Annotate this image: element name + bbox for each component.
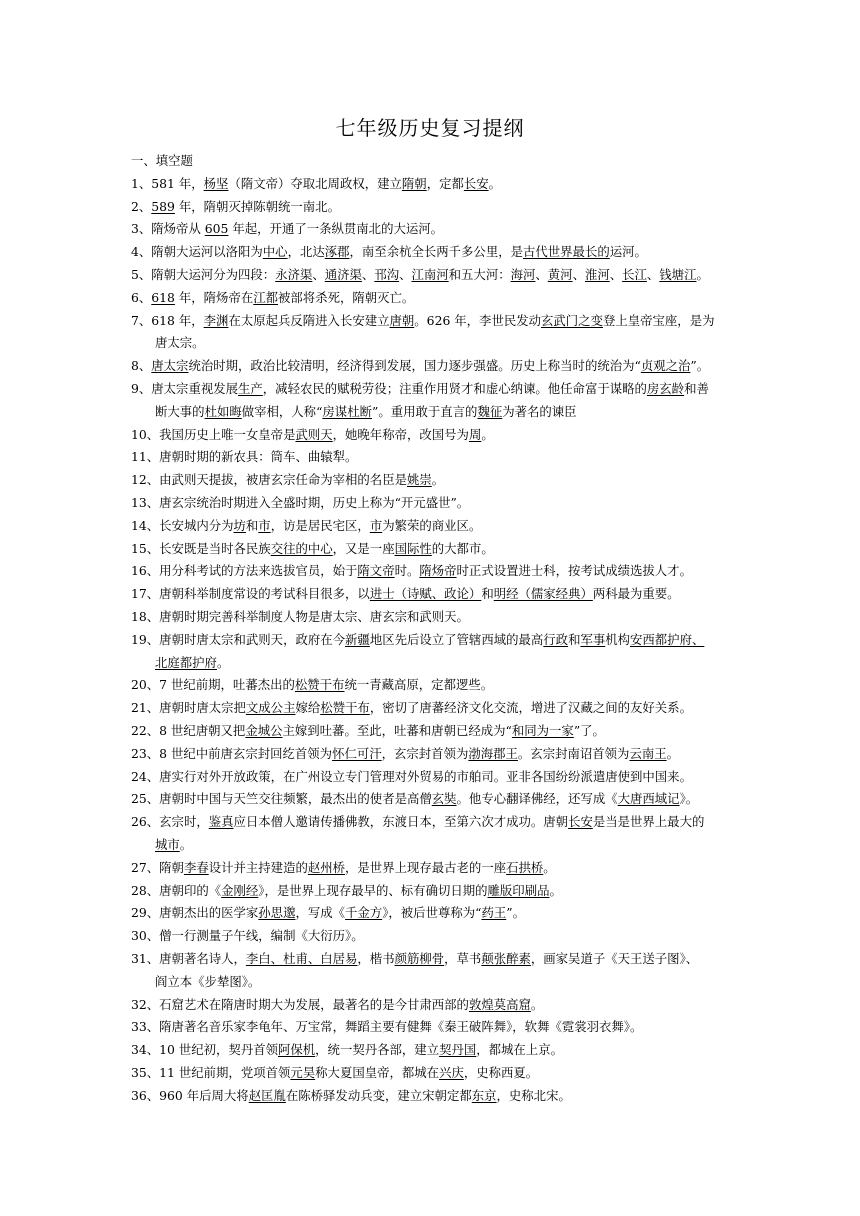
outline-line bbox=[131, 538, 831, 561]
answer-underlined: 房玄龄 bbox=[646, 381, 685, 396]
text-segment: 12、由武则天提拔，被唐玄宗任命为宰相的名臣是 bbox=[131, 472, 407, 488]
text-segment: ，史称西夏。 bbox=[463, 1065, 539, 1080]
answer-underlined: 金城公 bbox=[245, 723, 283, 738]
outline-line bbox=[131, 743, 831, 766]
outline-line bbox=[155, 332, 831, 355]
text-segment: 34、10 世纪初，契丹首领 bbox=[131, 1042, 278, 1058]
text-segment: 和善 bbox=[684, 381, 709, 396]
text-segment: 15、长安既是当时各民族 bbox=[131, 540, 271, 556]
text-segment: 。他专心翻译佛经，还写成《 bbox=[456, 791, 618, 807]
text-segment: 、 bbox=[535, 267, 548, 282]
answer-underlined: 李春 bbox=[183, 859, 209, 875]
answer-underlined: 大唐西域记 bbox=[617, 791, 680, 807]
answer-underlined: 李白、杜甫、白居易 bbox=[245, 951, 358, 966]
text-segment: 。玄宗封南诏首领为 bbox=[517, 745, 630, 761]
text-segment: 9、唐太宗重视发展 bbox=[131, 381, 239, 396]
text-segment: ，又是一座 bbox=[332, 540, 395, 556]
text-segment: 。 bbox=[543, 859, 556, 875]
text-segment: 28、唐朝印的《 bbox=[131, 882, 222, 898]
text-segment: 时。 bbox=[394, 563, 420, 579]
text-segment: 32、石窟艺术在隋唐时期大为发展，最著名的是今甘肃西部的 bbox=[131, 996, 469, 1012]
outline-line bbox=[155, 971, 831, 994]
text-segment: 和 bbox=[481, 586, 494, 602]
text-segment: ，楷书 bbox=[357, 951, 395, 966]
text-segment: 做宰相，人称“ bbox=[241, 403, 323, 419]
text-segment: 被部将杀死，隋朝灭亡。 bbox=[278, 289, 415, 305]
text-segment: 8、 bbox=[131, 358, 152, 374]
text-segment: ，画家吴道子《天王送子图》、 bbox=[530, 951, 699, 966]
text-segment: 、 bbox=[609, 267, 623, 282]
text-segment: 。 bbox=[530, 996, 544, 1012]
answer-underlined: 国际性 bbox=[394, 540, 432, 556]
text-segment: 36、960 年后周大将 bbox=[131, 1087, 249, 1103]
answer-underlined: 市 bbox=[258, 517, 271, 533]
answer-underlined: 渤海郡王 bbox=[468, 745, 518, 761]
text-segment: 。 bbox=[488, 175, 502, 191]
answer-underlined: 孙思邈 bbox=[258, 905, 296, 921]
text-segment: 25、唐朝时中国与天竺交往频繁，最杰出的使者是高僧 bbox=[131, 791, 432, 807]
answer-underlined: 贞观之治 bbox=[640, 358, 691, 374]
text-segment: 年，隋朝灭掉陈朝统一南北。 bbox=[174, 198, 340, 214]
text-segment: 19、唐朝时唐太宗和武则天，政府在今 bbox=[131, 631, 346, 647]
answer-underlined: 隋朝 bbox=[401, 175, 427, 191]
outline-line bbox=[131, 492, 831, 515]
answer-underlined: 589 bbox=[151, 198, 175, 214]
outline-line bbox=[131, 880, 831, 903]
answer-underlined: 松赞干布 bbox=[294, 677, 345, 693]
text-segment: 在太原起兵反隋进入长安建立 bbox=[228, 312, 390, 328]
outline-line bbox=[131, 287, 831, 310]
text-segment: 1、581 年， bbox=[131, 175, 204, 191]
text-segment: 一、填空题 bbox=[131, 153, 193, 168]
answer-underlined: 海河 bbox=[510, 267, 536, 282]
text-segment: 》，被后世尊称为“ bbox=[382, 905, 482, 921]
outline-line bbox=[131, 994, 831, 1017]
text-segment: 13、唐玄宗统治时期进入全盛时期，历史上称为“开元盛世”。 bbox=[131, 495, 470, 510]
answer-underlined: 房谋杜断 bbox=[322, 403, 372, 419]
text-segment: 统治时期，政治比较清明，经济得到发展，国力逐步强盛。历史上称当时的统治为“ bbox=[188, 358, 641, 374]
answer-underlined: 605 bbox=[204, 221, 229, 237]
answer-underlined: 兴庆 bbox=[439, 1065, 464, 1080]
answer-underlined: 钱塘江 bbox=[659, 267, 697, 282]
answer-underlined: 古代世界最长的 bbox=[523, 244, 610, 260]
outline-line bbox=[131, 264, 831, 287]
text-segment: ，北达 bbox=[287, 244, 325, 260]
text-segment: ，她晚年称帝，改国号为 bbox=[332, 426, 469, 442]
answer-underlined: 敦煌莫高窟 bbox=[468, 996, 531, 1012]
text-segment: 为繁荣的商业区。 bbox=[382, 517, 482, 533]
answer-underlined: 玄武门之变 bbox=[541, 312, 603, 328]
text-segment: 断大事的 bbox=[155, 403, 205, 419]
text-segment: 23、8 世纪中前唐玄宗封回纥首领为 bbox=[131, 745, 333, 761]
text-segment: （隋文帝）夺取北周政权，建立 bbox=[228, 175, 402, 191]
text-segment: 18、唐朝时期完善科举制度人物是唐太宗、唐玄宗和武则天。 bbox=[131, 609, 469, 624]
outline-line bbox=[131, 446, 831, 469]
text-segment: 21、唐朝时唐太宗把 bbox=[131, 700, 246, 716]
text-segment: 2、 bbox=[131, 198, 152, 214]
text-segment: 。 bbox=[549, 882, 562, 898]
outline-line bbox=[131, 674, 831, 697]
text-segment: 。 bbox=[696, 267, 709, 282]
text-segment: 30、僧一行测量子午线，编制《大衍历》。 bbox=[131, 928, 364, 944]
text-segment: 两科最为重要。 bbox=[592, 586, 680, 602]
answer-underlined: 隋炀帝 bbox=[419, 563, 457, 579]
text-segment: 。 bbox=[216, 654, 230, 670]
answer-underlined: 邗沟 bbox=[374, 267, 400, 282]
answer-underlined: 坊 bbox=[233, 517, 246, 533]
answer-underlined: 周 bbox=[468, 426, 482, 442]
text-segment: 为著名的谏臣 bbox=[502, 403, 577, 419]
text-segment: 地区先后设立了管辖西域的最高 bbox=[369, 631, 544, 647]
outline-line bbox=[131, 857, 831, 880]
text-segment: ，史称北宋。 bbox=[496, 1087, 571, 1103]
text-segment: 17、唐朝科举制度常设的考试科目很多，以 bbox=[131, 586, 370, 602]
text-segment: ”。重用敢于直言的 bbox=[371, 403, 478, 419]
answer-underlined: 长安 bbox=[568, 814, 593, 830]
answer-underlined: 元昊 bbox=[290, 1065, 316, 1080]
answer-underlined: 进士（诗赋、政论） bbox=[369, 586, 482, 602]
text-segment: 、 bbox=[312, 267, 325, 282]
outline-line bbox=[131, 310, 831, 333]
text-segment: 运河。 bbox=[609, 244, 647, 260]
answer-underlined: 唐朝 bbox=[389, 312, 415, 328]
outline-line bbox=[131, 606, 831, 629]
outline-line bbox=[131, 469, 831, 492]
text-segment: 26、玄宗时， bbox=[131, 814, 209, 830]
outline-line bbox=[155, 401, 831, 424]
answer-underlined: 药王 bbox=[481, 905, 507, 921]
answer-underlined: 生产 bbox=[238, 381, 263, 396]
text-segment: 29、唐朝杰出的医学家 bbox=[131, 905, 259, 921]
answer-underlined: 云南王 bbox=[629, 745, 667, 761]
text-segment: ，定都 bbox=[426, 175, 464, 191]
answer-underlined: 武则天 bbox=[295, 426, 333, 442]
text-segment: 11、唐朝时期的新农具：筒车、曲辕犁。 bbox=[131, 449, 358, 465]
text-segment: ，统一契丹各部，建立 bbox=[315, 1042, 440, 1058]
outline-line bbox=[131, 424, 831, 447]
text-segment: 嫁给 bbox=[295, 700, 321, 716]
text-segment: 统一青藏高原，定都逻些。 bbox=[344, 677, 494, 693]
answer-underlined: 隋文帝 bbox=[357, 563, 395, 579]
text-segment: ，南至余杭全长两千多公里，是 bbox=[349, 244, 523, 260]
outline-line bbox=[131, 218, 831, 241]
answer-underlined: 姚崇 bbox=[406, 472, 432, 488]
outline-line bbox=[131, 1016, 831, 1039]
outline-line bbox=[131, 925, 831, 948]
answer-underlined: 涿郡 bbox=[324, 244, 350, 260]
text-segment: 》，是世界上现存最早的、标有确切日期的 bbox=[258, 882, 488, 898]
text-segment: 14、长安城内分为 bbox=[131, 517, 234, 533]
text-segment: 阎立本《步辇图》。 bbox=[155, 973, 261, 989]
text-segment: 》。 bbox=[679, 791, 699, 807]
text-segment: ，玄宗封首领为 bbox=[381, 745, 469, 761]
outline-line bbox=[131, 355, 831, 378]
answer-underlined: 石拱桥 bbox=[506, 859, 544, 875]
answer-underlined: 雕版印刷品 bbox=[487, 882, 550, 898]
outline-line bbox=[131, 1085, 831, 1108]
answer-underlined: 唐太宗 bbox=[151, 358, 189, 374]
answer-underlined: 玄奘 bbox=[431, 791, 457, 807]
answer-underlined: 新疆 bbox=[345, 631, 370, 647]
answer-underlined: 淮河 bbox=[584, 267, 610, 282]
text-segment: 4、隋朝大运河以洛阳为 bbox=[131, 244, 263, 260]
text-segment: 10、我国历史上唯一女皇帝是 bbox=[131, 426, 296, 442]
outline-line bbox=[131, 560, 831, 583]
text-segment: 称大夏国皇帝，都城在 bbox=[315, 1065, 440, 1080]
text-segment: ”。 bbox=[506, 905, 525, 921]
text-segment: 应日本僧人邀请传播佛教，东渡日本，至第六次才成功。唐朝 bbox=[233, 814, 569, 830]
answer-underlined: 黄河 bbox=[547, 267, 573, 282]
outline-line bbox=[131, 196, 831, 219]
answer-underlined: 颠张醉素 bbox=[481, 951, 531, 966]
answer-underlined: 江南河 bbox=[411, 267, 449, 282]
text-segment: ，减轻农民的赋税劳役；注重作用贤才和虚心纳谏。他任命富于谋略的 bbox=[262, 381, 647, 396]
answer-underlined: 618 bbox=[151, 289, 175, 305]
text-segment: 35、11 世纪前期，党项首领 bbox=[131, 1065, 291, 1080]
outline-line bbox=[131, 948, 831, 971]
text-segment: 、 bbox=[646, 267, 660, 282]
answer-underlined: 军事 bbox=[580, 631, 606, 647]
outline-line bbox=[155, 652, 831, 675]
outline-line bbox=[131, 173, 831, 196]
text-segment: 。 bbox=[179, 837, 193, 852]
answer-underlined: 长安 bbox=[463, 175, 489, 191]
text-segment: 22、8 世纪唐朝又把 bbox=[131, 723, 246, 738]
text-segment: 设计并主持建造的 bbox=[208, 859, 308, 875]
answer-underlined: 北庭都护府 bbox=[155, 654, 217, 670]
text-segment: 登上皇帝宝座，是为 bbox=[602, 312, 715, 328]
answer-underlined: 市 bbox=[369, 517, 383, 533]
answer-underlined: 魏征 bbox=[477, 403, 503, 419]
text-segment: 7、618 年， bbox=[131, 312, 204, 328]
answer-underlined: 杜如晦 bbox=[204, 403, 242, 419]
answer-underlined: 松赞干布 bbox=[320, 700, 370, 716]
text-segment: 33、隋唐著名音乐家李龟年、万宝常，舞蹈主要有健舞《秦王破阵舞》，软舞《霓裳羽衣舞》。 bbox=[131, 1019, 643, 1035]
answer-underlined: 长江 bbox=[622, 267, 647, 282]
text-segment: ，是世界上现存最古老的一座 bbox=[345, 859, 507, 875]
outline-line bbox=[155, 834, 831, 857]
section-heading bbox=[131, 150, 831, 173]
outline-line bbox=[131, 378, 831, 401]
answer-underlined: 交往的中心 bbox=[270, 540, 333, 556]
text-segment: 3、隋炀帝从 bbox=[131, 221, 205, 237]
answer-underlined: 赵州桥 bbox=[307, 859, 346, 875]
outline-line bbox=[131, 720, 831, 743]
text-segment: 16、用分科考试的方法来选拔官员，始于 bbox=[131, 563, 358, 579]
text-segment: 年起，开通了一条纵贯南北的大运河。 bbox=[228, 221, 444, 237]
text-segment: 时正式设置进士科，按考试成绩选拔人才。 bbox=[456, 563, 692, 579]
text-segment: 和 bbox=[568, 631, 581, 647]
answer-underlined: 文成公主 bbox=[245, 700, 296, 716]
text-segment: 20、7 世纪前期，吐蕃杰出的 bbox=[131, 677, 295, 693]
answer-underlined: 城市 bbox=[155, 837, 180, 852]
answer-underlined: 契丹国 bbox=[439, 1042, 477, 1058]
text-segment: 6、 bbox=[131, 289, 152, 305]
text-segment: 。 bbox=[666, 745, 679, 761]
outline-line bbox=[131, 1039, 831, 1062]
answer-underlined: 通济渠 bbox=[324, 267, 362, 282]
answer-underlined: 李渊 bbox=[203, 312, 229, 328]
answer-underlined: 金刚经 bbox=[221, 882, 259, 898]
answer-underlined: 颜筋柳骨 bbox=[394, 951, 445, 966]
text-segment: 机构 bbox=[605, 631, 631, 647]
text-segment: 24、唐实行对外开放政策，在广州设立专门管理对外贸易的市舶司。亚非各国纷纷派遣唐使到中国来。 bbox=[131, 768, 692, 784]
outline-line bbox=[131, 241, 831, 264]
answer-underlined: 杨坚 bbox=[203, 175, 229, 191]
text-segment: 31、唐朝著名诗人， bbox=[131, 951, 246, 966]
text-segment: 、 bbox=[361, 267, 375, 282]
text-segment: ，都城在上京。 bbox=[476, 1042, 563, 1058]
answer-underlined: 千金方 bbox=[345, 905, 383, 921]
text-segment: ，写成《 bbox=[295, 905, 346, 921]
text-segment: 。626 年，李世民发动 bbox=[414, 312, 542, 328]
outline-line bbox=[131, 788, 831, 811]
text-segment: 5、隋朝大运河分为四段： bbox=[131, 267, 276, 282]
text-segment: 在陈桥驿发动兵变，建立宋朝定都 bbox=[285, 1087, 472, 1103]
answer-underlined: 和同为一家 bbox=[511, 723, 574, 738]
answer-underlined: 东京 bbox=[471, 1087, 497, 1103]
text-segment: ，访是居民宅区， bbox=[270, 517, 370, 533]
text-segment: 年，隋炀帝在 bbox=[174, 289, 254, 305]
text-segment: 、 bbox=[399, 267, 412, 282]
text-segment: 的大都市。 bbox=[431, 540, 494, 556]
outline-line bbox=[131, 811, 831, 834]
outline-line bbox=[131, 1062, 831, 1085]
answer-underlined: 中心 bbox=[262, 244, 288, 260]
answer-underlined: 鉴真 bbox=[208, 814, 234, 830]
answer-underlined: 阿保机 bbox=[278, 1042, 316, 1058]
text-segment: 是当是世界上最大的 bbox=[592, 814, 705, 830]
text-segment: ”了。 bbox=[573, 723, 605, 738]
answer-underlined: 江都 bbox=[253, 289, 279, 305]
text-segment: 唐太宗。 bbox=[155, 335, 205, 351]
answer-underlined: 赵匡胤 bbox=[248, 1087, 286, 1103]
outline-line bbox=[131, 902, 831, 925]
answer-underlined: 永济渠 bbox=[275, 267, 313, 282]
text-segment: ，草书 bbox=[444, 951, 482, 966]
answer-underlined: 安西都护府、 bbox=[630, 631, 705, 647]
text-segment: 和五大河： bbox=[448, 267, 511, 282]
outline-line bbox=[131, 629, 831, 652]
text-segment: 。 bbox=[431, 472, 445, 488]
answer-underlined: 明经（儒家经典） bbox=[493, 586, 593, 602]
text-segment: 27、隋朝 bbox=[131, 859, 184, 875]
outline-line bbox=[131, 583, 831, 606]
outline-line bbox=[131, 697, 831, 720]
text-segment: 和 bbox=[245, 517, 259, 533]
text-segment: ”。 bbox=[690, 358, 710, 374]
outline-line bbox=[131, 766, 831, 789]
text-segment: ，密切了唐蕃经济文化交流，增进了汉藏之间的友好关系。 bbox=[369, 700, 692, 716]
outline-line bbox=[131, 515, 831, 538]
answer-underlined: 怀仁可汗 bbox=[332, 745, 382, 761]
text-segment: 。 bbox=[481, 426, 494, 442]
text-segment: 、 bbox=[572, 267, 585, 282]
document-title: 七年级历史复习提纲 bbox=[335, 116, 525, 140]
text-segment: 主嫁到吐蕃。至此，吐蕃和唐朝已经成为“ bbox=[282, 723, 512, 738]
answer-underlined: 行政 bbox=[543, 631, 569, 647]
